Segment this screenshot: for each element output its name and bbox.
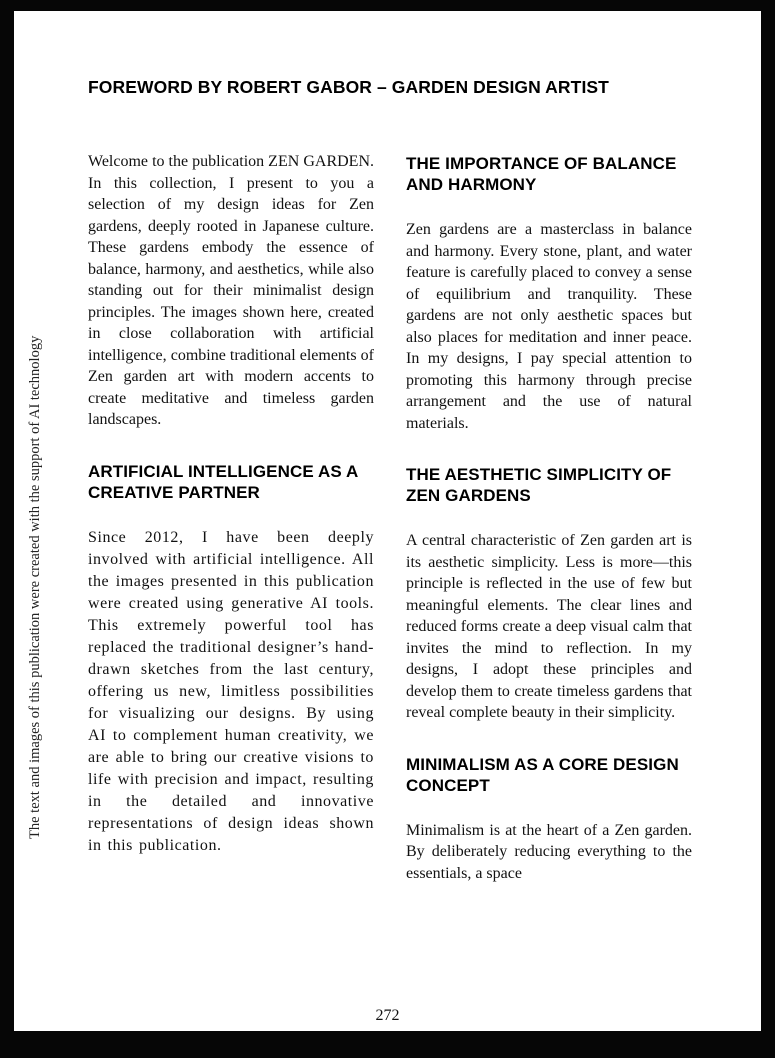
left-column (88, 151, 374, 884)
paragraph-simplicity: A central characteristic of Zen garden art is its aesthetic simplicity. Less is more—this principle is reflected in the use of few but meaningful elements. The clear lines and reduced forms create a deep visual calm that invites the mind to reflection. In my designs, I adopt these principles and develop them to create timeless gardens that reveal complete beauty in their simplicity. (406, 532, 692, 721)
paragraph-minimalism: Minimalism is at the heart of a Zen garden. By deliberately reducing everything to the essentials, a space (406, 821, 692, 882)
section-heading-ai-partner: ARTIFICIAL INTELLIGENCE AS A CREATIVE PARTNER (88, 461, 358, 502)
page-number: 272 (375, 1007, 400, 1024)
section-heading-minimalism: MINIMALISM AS A CORE DESIGN CONCEPT (406, 754, 679, 795)
page-title: FOREWORD BY ROBERT GABOR – GARDEN DESIGN ARTIST (88, 77, 609, 97)
section-heading-simplicity: THE AESTHETIC SIMPLICITY OF ZEN GARDENS (406, 465, 672, 505)
paragraph-balance: Zen gardens are a masterclass in balance and harmony. Every stone, plant, and water feature is carefully placed to convey a sense of equilibrium and tranquility. These gardens are not only aesthetic spaces but also places for meditation and inner peace. In my designs, I pay special attention to promoting this harmony through precise arrangement and the use of natural materials. (406, 221, 692, 432)
page-surface (14, 11, 761, 1031)
section-heading-balance: THE IMPORTANCE OF BALANCE AND HARMONY (406, 154, 677, 194)
text-columns (88, 151, 692, 884)
sidebar-vertical-note: The text and images of this publication were created with the support of AI technology (27, 335, 43, 839)
right-column (406, 151, 692, 884)
intro-paragraph: Welcome to the publication ZEN GARDEN. In this collection, I present to you a selection of my design ideas for Zen gardens, deeply rooted in Japanese culture. These gardens embody the essence of balance, harmony, and aesthetics, while also standing out for their minimalist design principles. The images shown here, created in close collaboration with artificial intelligence, combine traditional elements of Zen garden art with modern accents to create meditative and timeless garden landscapes. (88, 153, 374, 428)
paragraph-ai-partner: Since 2012, I have been deeply involved with artificial intelligence. All the images presented in this publication were created using generative AI tools. This extremely powerful tool has replaced the traditional designer’s hand-drawn sketches from the last century, offering us new, limitless possibilities for visualizing our designs. By using AI to complement human creativity, we are able to bring our creative visions to life with precision and impact, resulting in the detailed and innovative representations of design ideas shown in this publication. (88, 528, 374, 854)
